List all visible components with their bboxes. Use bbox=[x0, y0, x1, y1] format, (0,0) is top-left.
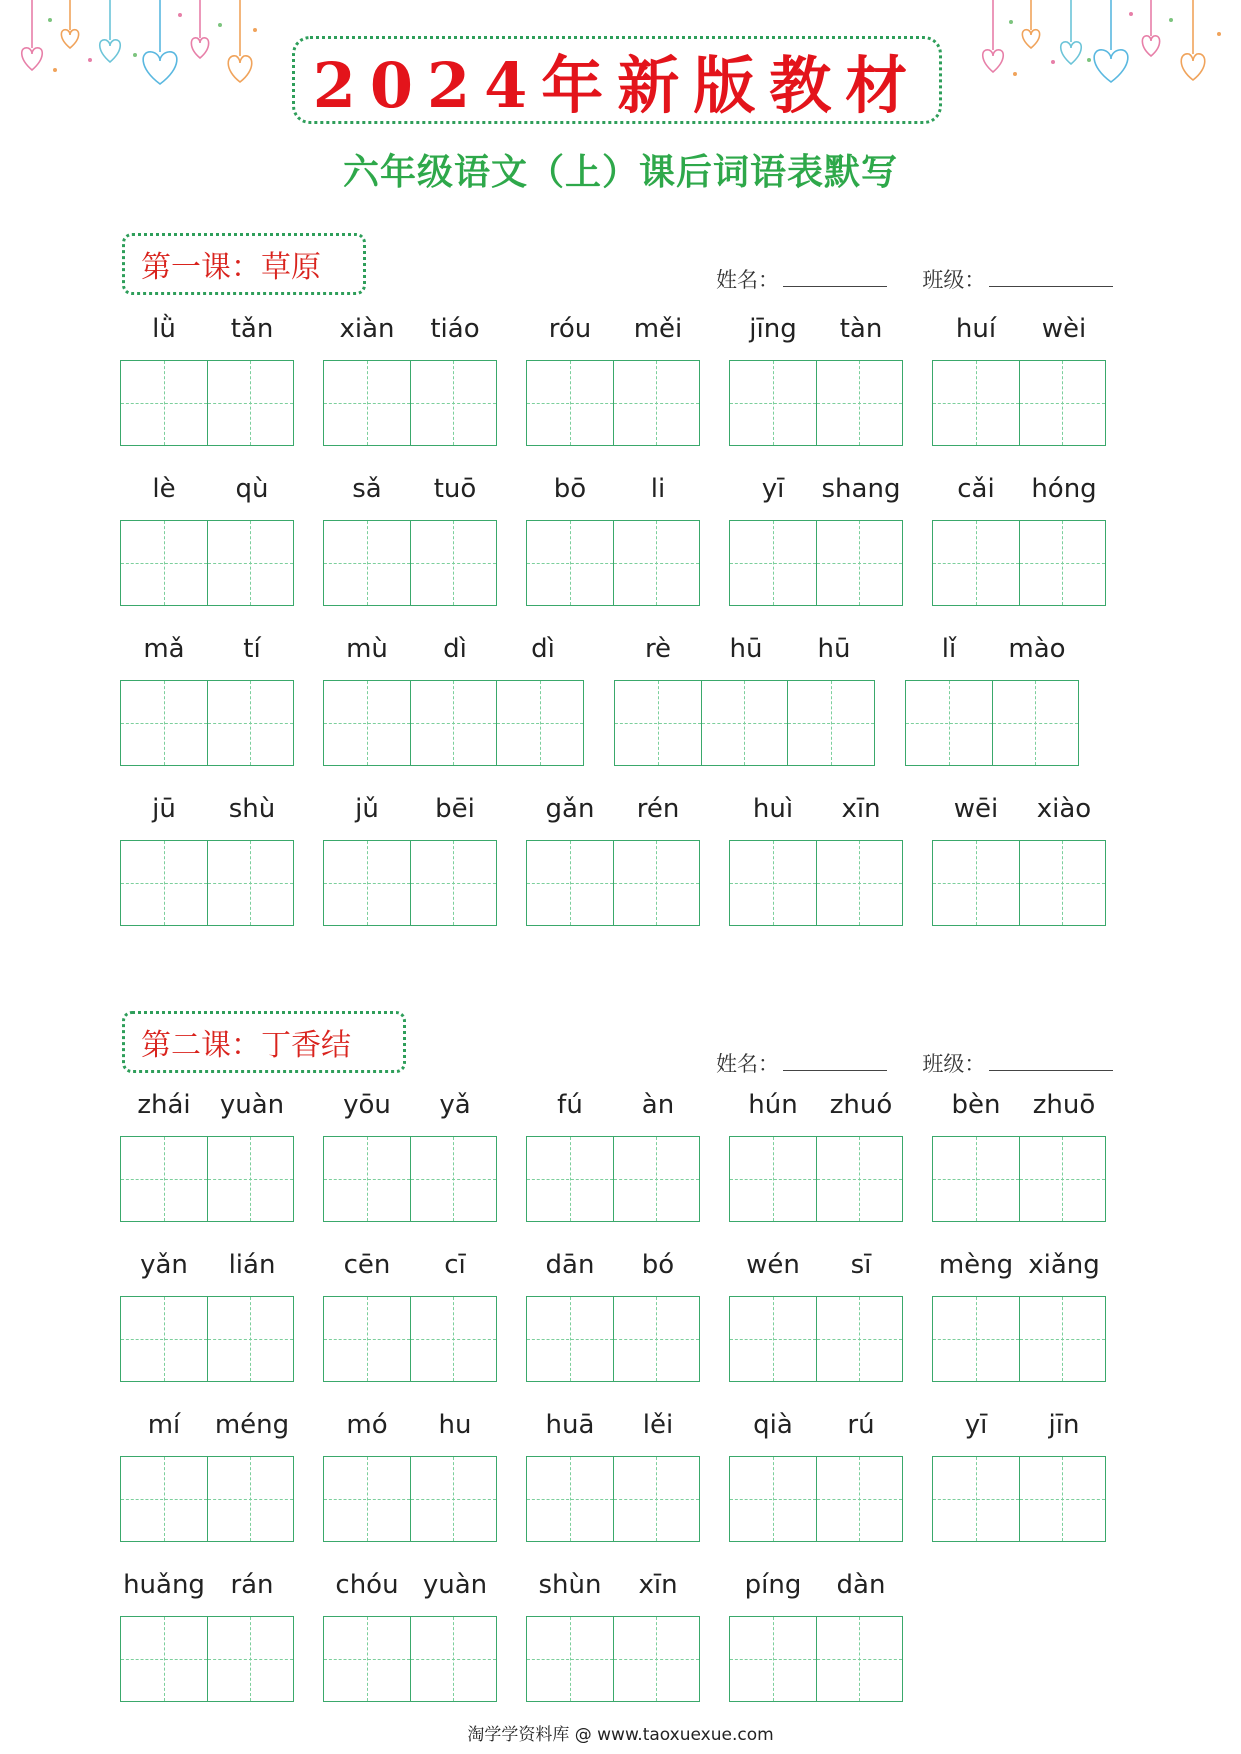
writing-cell[interactable] bbox=[1020, 520, 1107, 606]
word-group bbox=[526, 794, 702, 926]
writing-cell[interactable] bbox=[614, 1136, 701, 1222]
pinyin-syllable: xiàn bbox=[339, 314, 395, 344]
pinyin-syllable: yī bbox=[964, 1410, 988, 1440]
pinyin-syllable: shang bbox=[821, 474, 901, 504]
word-group bbox=[323, 634, 587, 766]
pinyin-syllable: tuō bbox=[433, 474, 477, 504]
writing-cell[interactable] bbox=[933, 1456, 1020, 1542]
class-blank[interactable] bbox=[989, 268, 1113, 287]
pinyin-syllable: tí bbox=[243, 634, 261, 664]
word-group bbox=[932, 1090, 1108, 1222]
lesson-2-name-class-fields bbox=[716, 1048, 1113, 1078]
pinyin-syllable: tiáo bbox=[430, 314, 480, 344]
writing-cell[interactable] bbox=[121, 680, 208, 766]
word-group bbox=[526, 1090, 702, 1222]
word-group bbox=[120, 1410, 296, 1542]
pinyin-syllable: mǎ bbox=[143, 634, 185, 664]
writing-cell[interactable] bbox=[208, 680, 295, 766]
writing-cell[interactable] bbox=[208, 1136, 295, 1222]
pinyin-syllable: píng bbox=[744, 1570, 802, 1600]
writing-cell[interactable] bbox=[527, 1616, 614, 1702]
word-group bbox=[729, 1410, 905, 1542]
writing-cell[interactable] bbox=[730, 520, 817, 606]
pinyin-syllable: wèi bbox=[1041, 314, 1087, 344]
pinyin-syllable: xīn bbox=[638, 1570, 678, 1600]
writing-cell[interactable] bbox=[324, 840, 411, 926]
word-group bbox=[120, 474, 296, 606]
writing-cell[interactable] bbox=[993, 680, 1080, 766]
word-group bbox=[932, 474, 1108, 606]
pinyin-syllable: yī bbox=[761, 474, 785, 504]
writing-cell[interactable] bbox=[527, 1136, 614, 1222]
writing-cell[interactable] bbox=[411, 1296, 498, 1382]
writing-cell[interactable] bbox=[817, 1136, 904, 1222]
writing-cell[interactable] bbox=[324, 520, 411, 606]
writing-cell[interactable] bbox=[614, 1616, 701, 1702]
word-group bbox=[323, 1090, 499, 1222]
writing-cell[interactable] bbox=[121, 840, 208, 926]
writing-cell[interactable] bbox=[208, 1456, 295, 1542]
word-group bbox=[323, 794, 499, 926]
pinyin-syllable: tǎn bbox=[230, 314, 274, 344]
pinyin-syllable: lián bbox=[228, 1250, 276, 1280]
writing-cell[interactable] bbox=[788, 680, 875, 766]
writing-cell[interactable] bbox=[527, 1456, 614, 1542]
writing-cell[interactable] bbox=[614, 1456, 701, 1542]
writing-cell[interactable] bbox=[730, 1616, 817, 1702]
writing-cell[interactable] bbox=[411, 360, 498, 446]
pinyin-syllable: shùn bbox=[538, 1570, 602, 1600]
word-group bbox=[526, 314, 702, 446]
class-label: 班级： bbox=[922, 1052, 986, 1076]
writing-cell[interactable] bbox=[411, 520, 498, 606]
writing-cell[interactable] bbox=[1020, 1296, 1107, 1382]
writing-cell[interactable] bbox=[817, 1456, 904, 1542]
pinyin-syllable: rè bbox=[644, 634, 672, 664]
pinyin-syllable: li bbox=[650, 474, 666, 504]
pinyin-syllable: shù bbox=[228, 794, 276, 824]
pinyin-syllable: hū bbox=[817, 634, 851, 664]
writing-cell[interactable] bbox=[324, 1616, 411, 1702]
writing-cell[interactable] bbox=[817, 1616, 904, 1702]
pinyin-syllable: dàn bbox=[836, 1570, 886, 1600]
word-group bbox=[120, 794, 296, 926]
pinyin-syllable: zhuó bbox=[829, 1090, 893, 1120]
pinyin-syllable: bō bbox=[553, 474, 587, 504]
pinyin-syllable: měi bbox=[633, 314, 683, 344]
word-group bbox=[526, 1410, 702, 1542]
writing-cell[interactable] bbox=[527, 840, 614, 926]
word-group bbox=[120, 1250, 296, 1382]
writing-cell[interactable] bbox=[208, 360, 295, 446]
writing-cell[interactable] bbox=[817, 840, 904, 926]
writing-cell[interactable] bbox=[411, 1456, 498, 1542]
writing-cell[interactable] bbox=[208, 520, 295, 606]
pinyin-syllable: yōu bbox=[343, 1090, 391, 1120]
writing-cell[interactable] bbox=[730, 1136, 817, 1222]
word-group bbox=[323, 1410, 499, 1542]
pinyin-syllable: hu bbox=[438, 1410, 472, 1440]
writing-cell[interactable] bbox=[817, 520, 904, 606]
hanging-hearts-decoration-left bbox=[10, 0, 270, 95]
pinyin-syllable: lè bbox=[152, 474, 176, 504]
writing-cell[interactable] bbox=[324, 1456, 411, 1542]
writing-cell[interactable] bbox=[817, 360, 904, 446]
writing-cell[interactable] bbox=[933, 520, 1020, 606]
pinyin-syllable: mí bbox=[147, 1410, 181, 1440]
word-group bbox=[323, 1570, 499, 1702]
class-label: 班级： bbox=[922, 268, 986, 292]
pinyin-syllable: dì bbox=[443, 634, 467, 664]
word-group bbox=[932, 314, 1108, 446]
writing-cell[interactable] bbox=[411, 840, 498, 926]
title-banner bbox=[292, 36, 942, 124]
writing-cell[interactable] bbox=[497, 680, 584, 766]
pinyin-syllable: qù bbox=[235, 474, 269, 504]
writing-cell[interactable] bbox=[324, 1136, 411, 1222]
writing-cell[interactable] bbox=[933, 840, 1020, 926]
word-group bbox=[120, 1570, 296, 1702]
pinyin-syllable: mèng bbox=[938, 1250, 1014, 1280]
pinyin-syllable: bēi bbox=[435, 794, 475, 824]
pinyin-syllable: lěi bbox=[642, 1410, 674, 1440]
writing-cell[interactable] bbox=[702, 680, 789, 766]
pinyin-syllable: sǎ bbox=[352, 474, 382, 504]
pinyin-syllable: dì bbox=[531, 634, 555, 664]
pinyin-syllable: rán bbox=[230, 1570, 274, 1600]
writing-cell[interactable] bbox=[1020, 840, 1107, 926]
pinyin-syllable: zhuō bbox=[1032, 1090, 1096, 1120]
pinyin-syllable: tàn bbox=[839, 314, 883, 344]
writing-cell[interactable] bbox=[527, 520, 614, 606]
pinyin-syllable: jīn bbox=[1048, 1410, 1080, 1440]
name-blank[interactable] bbox=[783, 268, 887, 287]
writing-cell[interactable] bbox=[121, 360, 208, 446]
pinyin-syllable: huì bbox=[752, 794, 794, 824]
name-blank[interactable] bbox=[783, 1052, 887, 1071]
word-group bbox=[526, 1570, 702, 1702]
writing-cell[interactable] bbox=[933, 1136, 1020, 1222]
writing-cell[interactable] bbox=[730, 840, 817, 926]
pinyin-syllable: gǎn bbox=[545, 794, 595, 824]
word-group bbox=[729, 474, 905, 606]
writing-cell[interactable] bbox=[121, 1136, 208, 1222]
pinyin-syllable: méng bbox=[214, 1410, 290, 1440]
word-group bbox=[729, 1250, 905, 1382]
pinyin-syllable: yǎ bbox=[439, 1090, 471, 1120]
word-group bbox=[729, 1090, 905, 1222]
word-group bbox=[932, 1250, 1108, 1382]
pinyin-syllable: róu bbox=[548, 314, 592, 344]
writing-cell[interactable] bbox=[614, 840, 701, 926]
writing-cell[interactable] bbox=[121, 1616, 208, 1702]
pinyin-syllable: fú bbox=[557, 1090, 583, 1120]
pinyin-syllable: mù bbox=[346, 634, 388, 664]
pinyin-syllable: yǎn bbox=[140, 1250, 188, 1280]
writing-cell[interactable] bbox=[614, 360, 701, 446]
word-group bbox=[120, 1090, 296, 1222]
writing-cell[interactable] bbox=[1020, 1136, 1107, 1222]
pinyin-syllable: rú bbox=[847, 1410, 875, 1440]
pinyin-syllable: cǎi bbox=[957, 474, 995, 504]
writing-cell[interactable] bbox=[906, 680, 993, 766]
pinyin-syllable: jǔ bbox=[355, 794, 379, 824]
pinyin-syllable: xiǎng bbox=[1028, 1250, 1100, 1280]
name-label: 姓名： bbox=[716, 1052, 779, 1076]
writing-cell[interactable] bbox=[1020, 360, 1107, 446]
lesson-1-title: 第一课：草原 bbox=[122, 233, 366, 295]
pinyin-syllable: huí bbox=[955, 314, 997, 344]
pinyin-syllable: jīng bbox=[749, 314, 797, 344]
writing-cell[interactable] bbox=[121, 520, 208, 606]
pinyin-syllable: lǜ bbox=[152, 314, 176, 344]
pinyin-syllable: huā bbox=[545, 1410, 595, 1440]
word-group bbox=[526, 474, 702, 606]
pinyin-syllable: yuàn bbox=[422, 1570, 488, 1600]
writing-cell[interactable] bbox=[730, 360, 817, 446]
pinyin-syllable: hóng bbox=[1031, 474, 1097, 504]
pinyin-syllable: zhái bbox=[137, 1090, 191, 1120]
pinyin-syllable: xīn bbox=[841, 794, 881, 824]
word-group bbox=[526, 1250, 702, 1382]
pinyin-syllable: yuàn bbox=[219, 1090, 285, 1120]
writing-cell[interactable] bbox=[208, 840, 295, 926]
word-group bbox=[120, 314, 296, 446]
writing-cell[interactable] bbox=[527, 1296, 614, 1382]
writing-cell[interactable] bbox=[411, 1136, 498, 1222]
writing-cell[interactable] bbox=[411, 1616, 498, 1702]
writing-cell[interactable] bbox=[324, 360, 411, 446]
writing-cell[interactable] bbox=[121, 1296, 208, 1382]
writing-cell[interactable] bbox=[614, 1296, 701, 1382]
pinyin-syllable: sī bbox=[850, 1250, 872, 1280]
writing-cell[interactable] bbox=[817, 1296, 904, 1382]
word-group bbox=[932, 1410, 1108, 1542]
writing-cell[interactable] bbox=[933, 360, 1020, 446]
word-group bbox=[729, 314, 905, 446]
page-title: 2024年新版教材 bbox=[312, 48, 922, 122]
word-group bbox=[932, 794, 1108, 926]
writing-cell[interactable] bbox=[324, 1296, 411, 1382]
pinyin-syllable: bèn bbox=[951, 1090, 1001, 1120]
writing-cell[interactable] bbox=[324, 680, 411, 766]
pinyin-syllable: wēi bbox=[953, 794, 999, 824]
writing-cell[interactable] bbox=[208, 1616, 295, 1702]
word-group bbox=[120, 634, 296, 766]
writing-cell[interactable] bbox=[527, 360, 614, 446]
word-group bbox=[905, 634, 1081, 766]
pinyin-syllable: lǐ bbox=[941, 634, 957, 664]
word-group bbox=[323, 1250, 499, 1382]
word-group bbox=[323, 314, 499, 446]
pinyin-syllable: wén bbox=[746, 1250, 800, 1280]
page-subtitle: 六年级语文（上）课后词语表默写 bbox=[342, 152, 898, 193]
pinyin-syllable: dān bbox=[545, 1250, 595, 1280]
pinyin-syllable: huǎng bbox=[123, 1570, 205, 1600]
hanging-hearts-decoration-right bbox=[971, 0, 1231, 95]
word-group bbox=[729, 794, 905, 926]
pinyin-syllable: mó bbox=[346, 1410, 388, 1440]
footer-credit: 淘学学资料库 @ www.taoxuexue.com bbox=[467, 1725, 774, 1745]
pinyin-syllable: qià bbox=[753, 1410, 793, 1440]
writing-cell[interactable] bbox=[121, 1456, 208, 1542]
lesson-1-name-class-fields bbox=[716, 264, 1113, 294]
pinyin-syllable: hū bbox=[729, 634, 763, 664]
pinyin-syllable: jū bbox=[152, 794, 176, 824]
pinyin-syllable: cēn bbox=[343, 1250, 391, 1280]
name-label: 姓名： bbox=[716, 268, 779, 292]
pinyin-syllable: chóu bbox=[335, 1570, 399, 1600]
writing-cell[interactable] bbox=[615, 680, 702, 766]
pinyin-syllable: bó bbox=[641, 1250, 675, 1280]
pinyin-syllable: cī bbox=[444, 1250, 466, 1280]
writing-cell[interactable] bbox=[730, 1296, 817, 1382]
word-group bbox=[614, 634, 878, 766]
class-blank[interactable] bbox=[989, 1052, 1113, 1071]
writing-cell[interactable] bbox=[411, 680, 498, 766]
writing-cell[interactable] bbox=[730, 1456, 817, 1542]
writing-cell[interactable] bbox=[208, 1296, 295, 1382]
lesson-2-title: 第二课：丁香结 bbox=[122, 1011, 406, 1073]
pinyin-syllable: rén bbox=[636, 794, 680, 824]
writing-cell[interactable] bbox=[933, 1296, 1020, 1382]
pinyin-syllable: mào bbox=[1008, 634, 1066, 664]
pinyin-syllable: àn bbox=[641, 1090, 675, 1120]
word-group bbox=[729, 1570, 905, 1702]
pinyin-syllable: hún bbox=[748, 1090, 798, 1120]
word-group bbox=[323, 474, 499, 606]
pinyin-syllable: xiào bbox=[1036, 794, 1092, 824]
writing-cell[interactable] bbox=[1020, 1456, 1107, 1542]
writing-cell[interactable] bbox=[614, 520, 701, 606]
